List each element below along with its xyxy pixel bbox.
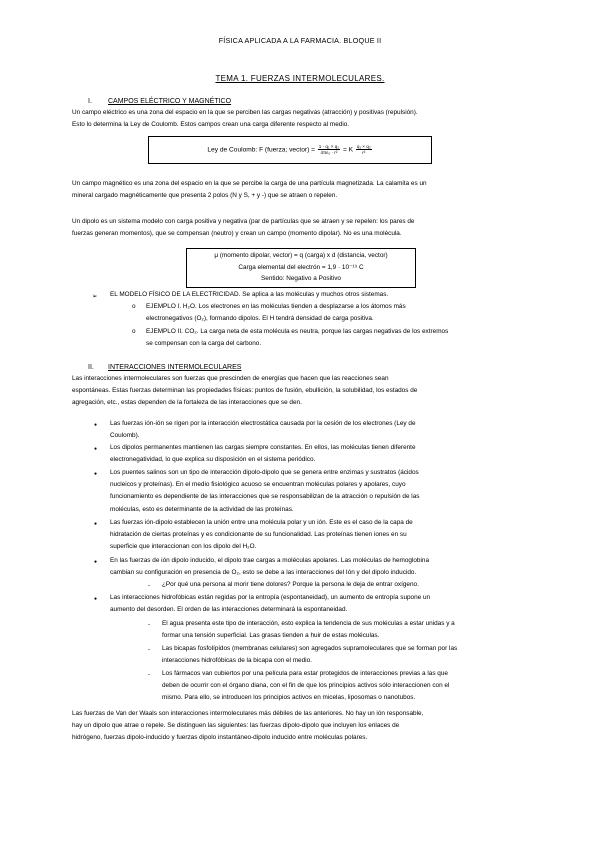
bullet-icon: ● [94,559,98,565]
document-page: FÍSICA APLICADA A LA FARMACIA. BLOQUE II TEMA 1. FUERZAS INTERMOLECULARES. I. CAMPOS ELÉCTRICO Y MAGNÉTICO Un campo eléctrico es una zona del espacio en la que se perciben las cargas negativas (atracción) y positivas (repulsión). Esto lo determina la Ley de Coulomb. Estos campos crean una carga diferente respecto al medio. Ley de Coulomb: F (fuerza; vector) = $\frac{\text{1 · q₁ × q₂}}{\text{4πε₀ · r²}}$ = K $\frac{\text{q₁ × q₂}}{\text{r²}}$ Un campo magnético es una zona del espacio en la que se percibe la carga de una partícula magnetizada. La calamita es un mineral cargado magnéticamente que presenta 2 polos (N y S, + y -) que se atraen o repelen. Un dipolo es un sistema modelo con carga positiva y negativa (par de partículas que se atraen y se repelen: los pares de fuerzas generan momentos), que se compensan (neutro) y crean un campo (momento dipolar). No es una molécula. μ (momento dipolar, vector) = q (carga) x d (distancia, vector) Carga elemental del electrón = 1,9 · 10⁻¹⁹ C Sentido: Negativo a Positivo ➢ EL MODELO FÍSICO DE LA ELECTRICIDAD. Se aplica a las moléculas y muchos otros sistemas. o EJEMPLO I. H₂O. Los electrones en las moléculas tienden a desplazarse a los átomos más electronegativos (O₂), formando dipolos. El H tendrá densidad de carga positiva. o EJEMPLO II. CO₂. La carga neta de esta molécula es neutra, porque las cargas negativas de los extremos se compensan con la carga del carbono. II. INTERACCIONES INTERMOLECULARES Las interacciones intermoleculares son fuerzas que prescinden de energías que hacen que las reacciones sean espontáneas. Estas fuerzas determinan las propiedades físicas: puntos de fusión, ebullición, la solubilidad, los estados de agregación, etc., estas dependen de la fortaleza de las interacciones que se den. ● Las fuerzas ión-ión se rigen por la interacción electrostática causada por la cesión de los electrones (Ley de Coulomb). ● Los dipolos permanentes mantienen las cargas siempre constantes. En ellos, las moléculas tienen diferente electronegatividad, lo que explica su disposición en el sistema periódico. ● Los puentes salinos son un tipo de interacción dipolo-dipolo que se genera entre enzimas y sustratos (ácidos nucleicos y proteínas). En el medio fisiológico acuoso se encuentran moléculas polares y apolares, cuyo funcionamiento es dependiente de las interacciones que se responsabilizan de la atracción o repulsión de las moléculas, esto es determinante de la actividad de las proteínas. ● Las fuerzas ión-dipolo establecen la unión entre una molécula polar y un ión. Este es el caso de la capa de hidratación de ciertas proteínas y es condicionante de su funcionalidad. Las proteínas tienen iones en su superficie que interaccionan con los dipolo del H₂O. ● En las fuerzas de ión dipolo inducido, el dipolo trae cargas a moléculas apolares. Las moléculas de hemoglobina cambian su configuración en presencia de O₂, esto se debe a las interacciones del Ión y del dipolo inducido. - ¿Por qué una persona al morir tiene dolores? Porque la persona le deja de entrar oxígeno. ● Las interacciones hidrofóbicas están regidas por la entropía (espontaneidad), un aumento de entropía supone un aumento del desorden. El orden de las interacciones determinará la espontaneidad. - El agua presenta este tipo de interacción, esto explica la tendencia de sus moléculas a estar unidas y a formar una tensión superficial. Las grasas tienden a huir de estas moléculas. - Las bicapas fosfolípidos (membranas celulares) son agregados supramoleculares que se forman por las interacciones hidrofóbicas de la bicapa con el medio. - Los fármacos van cubiertos por una película para estar protegidos de interacciones previas a las que deben de ocurrir con el órgano diana, con el fin de que los principios activos sólo interaccionen con el mismo. Para ello, se introducen los principios activos en micelas, liposomas o nanotubos. Las fuerzas de Van der Waals son interacciones intermoleculares más débiles de las anteriores. No hay un ión responsable, hay un dipolo que atrae o repele. Se distinguen las siguientes: las fuerzas dipolo-dipolo que incluyen los enlaces de hidrógeno, fuerzas dipolo-inducido y fuerzas dipolo instantáneo-dipolo inducido entre moléculas polares. [0,0,600,848]
arrow-bullet-icon: ➢ [92,293,98,300]
coulomb-constant: K [348,146,354,154]
dash-bullet-icon: - [148,646,151,653]
document-header: FÍSICA APLICADA A LA FARMACIA. BLOQUE II [218,36,382,45]
bullet-icon: ● [94,596,98,602]
bullet-permanent-dipoles: Los dipolos permanentes mantienen las cargas siempre constantes. En ellos, las moléculas tienen diferente electronegatividad, lo que explica su disposición en el sistema periódico. [110,444,416,464]
dash-phospholipid-bilayers: Las bicapas fosfolípidos (membranas celulares) son agregados supramoleculares que se forman por las interacciones hidrofóbicas de la bicapa con el medio. [162,645,458,665]
bullet-ion-dipole: Las fuerzas ión-dipolo establecen la unión entre una molécula polar y un ión. Este es el caso de la capa de hidratación de ciertas proteínas y es condicionante de su funcionalidad. Las proteínas tienen iones en su superficie que interaccionan con los dipolo del H₂O. [110,519,413,551]
coulomb-fraction-1: $\frac{\text{1 · q₁ × q₂}}{\text{4πε₀ · r²}}$ [318,144,340,155]
paragraph-electric-field: Un campo eléctrico es una zona del espacio en la que se perciben las cargas negativas (atracción) y positivas (repulsión). Esto lo determina la Ley de Coulomb. Estos campos crean una carga diferente respecto al medio. [72,109,418,129]
dash-drugs: Los fármacos van cubiertos por una película para estar protegidos de interacciones previas a las que deben de ocurrir con el órgano diana, con el fin de que los principios activos sólo interaccionen con el mismo. Para ello, se introducen los principios activos en micelas, liposomas o nanotubos. [162,670,450,702]
bullet-salt-bridges: Los puentes salinos son un tipo de interacción dipolo-dipolo que se genera entre enzimas y sustratos (ácidos nucleicos y proteínas). En el medio fisiológico acuoso se encuentran moléculas polares y apolares, cuyo funcionamiento es dependiente de las interacciones que se responsabilizan de la atracción o repulsión de las moléculas, esto es determinante de la actividad de las proteínas. [110,469,420,513]
example-1-item: EJEMPLO I. H₂O. Los electrones en las moléculas tienden a desplazarse a los átomos más electronegativos (O₂), formando dipolos. El H tendrá densidad de carga positiva. [146,303,406,323]
electricity-model-item: EL MODELO FÍSICO DE LA ELECTRICIDAD. Se aplica a las moléculas y muchos otros sistemas. [110,291,389,298]
paragraph-magnetic-field: Un campo magnético es una zona del espacio en la que se percibe la carga de una partícula magnetizada. La calamita es un mineral cargado magnéticamente que presenta 2 polos (N y S, + y -) que se atraen o repelen. [72,180,427,200]
circle-bullet-icon: o [132,303,136,310]
dash-bullet-icon: - [148,582,151,589]
paragraph-van-der-waals: Las fuerzas de Van der Waals son interacciones intermoleculares más débiles de las anteriores. No hay un ión responsable, hay un dipolo que atrae o repele. Se distinguen las siguientes: las fuerzas dipolo-dipolo que incluyen los enlaces de hidrógeno, fuerzas dipolo-inducido y fuerzas dipolo instantáneo-dipolo inducido entre moléculas polares. [72,710,424,742]
dash-oxygen-question: ¿Por qué una persona al morir tiene dolores? Porque la persona le deja de entrar oxígeno. [162,581,419,588]
dash-bullet-icon: - [148,621,151,628]
bullet-icon: ● [94,521,98,527]
bullet-ion-ion: Las fuerzas ión-ión se rigen por la interacción electrostática causada por la cesión de los electrones (Ley de Coulomb). [110,420,416,440]
circle-bullet-icon: o [132,328,136,335]
dipole-moment-box: μ (momento dipolar, vector) = q (carga) x d (distancia, vector) Carga elemental del electrón = 1,9 · 10⁻¹⁹ C Sentido: Negativo a Positivo [186,248,416,288]
paragraph-intermolecular-intro: Las interacciones intermoleculares son fuerzas que prescinden de energías que hacen que las reacciones sean espontáneas. Estas fuerzas determinan las propiedades físicas: puntos de fusión, ebullición, la solubilidad, los estados de agregación, etc., estas dependen de la fortaleza de las interacciones que se den. [72,375,418,407]
paragraph-dipole: Un dipolo es un sistema modelo con carga positiva y negativa (par de partículas que se atraen y se repelen: los pares de fuerzas generan momentos), que se compensan (neutro) y crean un campo (momento dipolar). No es una molécula. [72,218,415,238]
coulomb-fraction-2: $\frac{\text{q₁ × q₂}}{\text{r²}}$ [356,144,371,155]
bullet-icon: ● [94,422,98,428]
dash-water: El agua presenta este tipo de interacción, esto explica la tendencia de sus moléculas a estar unidas y a formar una tensión superficial. Las grasas tienden a huir de estas moléculas. [162,620,455,640]
bullet-icon: ● [94,446,98,452]
coulomb-law-box: Ley de Coulomb: F (fuerza; vector) = $\frac{\text{1 · q₁ × q₂}}{\text{4πε₀ · r²}}$ = K $\frac{\text{q₁ × q₂}}{\text{r²}}$ [148,136,432,164]
bullet-hydrophobic: Las interacciones hidrofóbicas están regidas por la entropía (espontaneidad), un aumento de entropía supone un aumento del desorden. El orden de las interacciones determinará la espontaneidad. [110,594,431,614]
example-2-item: EJEMPLO II. CO₂. La carga neta de esta molécula es neutra, porque las cargas negativas de los extremos se compensan con la carga del carbono. [146,328,449,348]
coulomb-label: Ley de Coulomb: F (fuerza; vector) = [207,146,315,154]
dash-bullet-icon: - [148,671,151,678]
bullet-induced-dipole: En las fuerzas de ión dipolo inducido, el dipolo trae cargas a moléculas apolares. Las moléculas de hemoglobina cambian su configuración en presencia de O₂, esto se debe a las interacciones del Ión y del dipolo inducido. [110,557,430,577]
bullet-icon: ● [94,471,98,477]
page-title: TEMA 1. FUERZAS INTERMOLECULARES. [215,74,385,83]
